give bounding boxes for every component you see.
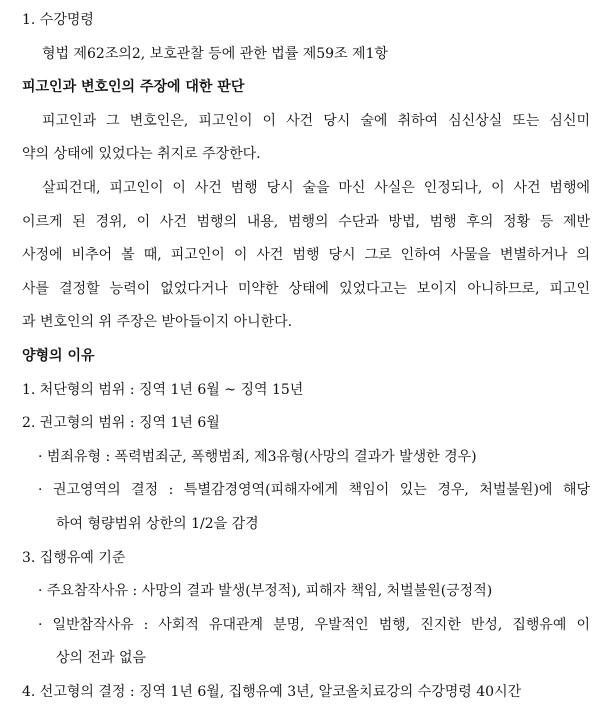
list-item-sentence-range: 1. 처단형의 범위 : 징역 1년 6월 ~ 징역 15년 bbox=[22, 381, 304, 398]
bullet-continuation: 상의 전과 없음 bbox=[56, 650, 147, 667]
bullet-recommended-area: · 권고영역의 결정 : 특별감경영역(피해자에게 책임이 있는 경우, 처벌불원)에 해당 bbox=[38, 482, 590, 499]
statute-citation: 형법 제62조의2, 보호관찰 등에 관한 법률 제59조 제1항 bbox=[42, 45, 388, 62]
paragraph-line: 과 변호인의 위 주장은 받아들이지 아니한다. bbox=[22, 314, 293, 331]
list-item-lecture-order: 1. 수강명령 bbox=[22, 12, 94, 28]
list-item-recommended-range: 2. 권고형의 범위 : 징역 1년 6월 bbox=[22, 415, 220, 432]
paragraph-line: 사를 결정할 능력이 없었다거나 미약한 상태에 있었다고는 보이지 아니하므로, 피고인 bbox=[22, 280, 590, 297]
bullet-main-factors: · 주요참작사유 : 사망의 결과 발생(부정적), 피해자 책임, 처벌불원(긍정적) bbox=[38, 583, 493, 600]
list-item-probation-criteria: 3. 집행유예 기준 bbox=[22, 549, 126, 566]
section-heading-claims: 피고인과 변호인의 주장에 대한 판단 bbox=[22, 79, 245, 96]
bullet-crime-type: · 범죄유형 : 폭력범죄군, 폭행범죄, 제3유형(사망의 결과가 발생한 경우) bbox=[38, 448, 477, 465]
paragraph-line: 살피건대, 피고인이 이 사건 범행 당시 술을 마신 사실은 인정되나, 이 사건 범행에 bbox=[42, 179, 590, 196]
list-item-final-sentence: 4. 선고형의 결정 : 징역 1년 6월, 집행유예 3년, 알코올치료강의 수강명령 40시간 bbox=[22, 683, 522, 700]
bullet-general-factors: · 일반참작사유 : 사회적 유대관계 분명, 우발적인 범행, 진지한 반성, 집행유예 이 bbox=[38, 616, 590, 633]
section-heading-sentencing: 양형의 이유 bbox=[22, 347, 95, 364]
paragraph-line: 사정에 비추어 볼 때, 피고인이 이 사건 범행 당시 그로 인하여 사물을 변별하거나 의 bbox=[22, 247, 590, 264]
bullet-continuation: 하여 형량범위 상한의 1/2을 감경 bbox=[56, 515, 259, 532]
paragraph-line: 약의 상태에 있었다는 취지로 주장한다. bbox=[22, 146, 261, 163]
paragraph-line: 피고인과 그 변호인은, 피고인이 이 사건 당시 술에 취하여 심신상실 또는 심신미 bbox=[42, 112, 590, 129]
paragraph-line: 이르게 된 경위, 이 사건 범행의 내용, 범행의 수단과 방법, 범행 후의 정황 등 제반 bbox=[22, 213, 590, 230]
